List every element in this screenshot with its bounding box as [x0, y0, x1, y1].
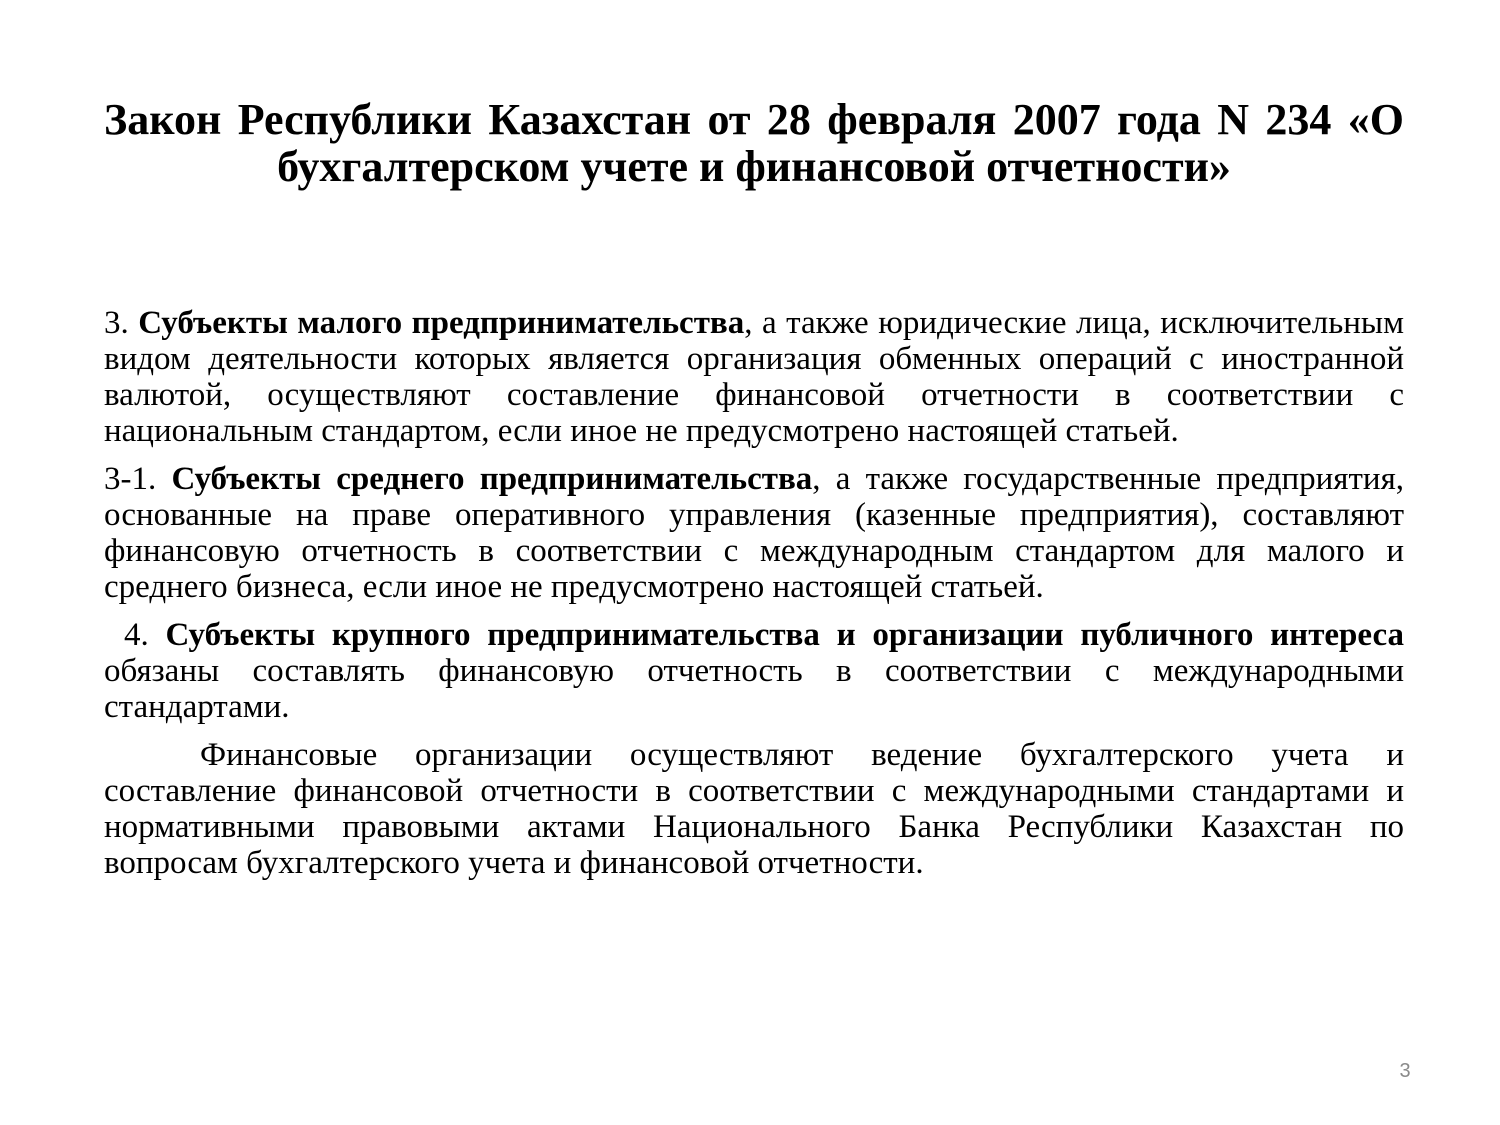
- paragraph-medium-business: [104, 461, 1404, 605]
- paragraph-large-business: [104, 617, 1404, 725]
- paragraph-financial-organizations: [104, 737, 1404, 881]
- paragraph-bold-subject: Субъекты среднего предпринимательства: [171, 461, 813, 497]
- slide-body: [104, 305, 1404, 893]
- paragraph-small-business: [104, 305, 1404, 449]
- paragraph-bold-subject: Субъекты крупного предпринимательства и организации публичного интереса: [165, 617, 1405, 653]
- slide-title: Закон Республики Казахстан от 28 февраля 2007 года N 234 «О бухгалтерском учете и финансовой отчетности»: [104, 95, 1404, 191]
- paragraph-text: , а также государственные предприятия, основанные на праве оперативного управления (казенные предприятия), составляют финансовую отчетность в соответствии с международным стандартом для малого и среднего бизнеса, если иное не предусмотрено настоящей статьей.: [104, 461, 1404, 605]
- paragraph-text: обязаны составлять финансовую отчетность в соответствии с международными стандартами.: [104, 653, 1404, 725]
- paragraph-text: Финансовые организации осуществляют ведение бухгалтерского учета и составление финансовой отчетности в соответствии с международными стандартами и нормативными правовыми актами Национального Банка Республики Казахстан по вопросам бухгалтерского учета и финансовой отчетности.: [104, 737, 1404, 881]
- paragraph-bold-subject: Субъекты малого предпринимательства: [138, 305, 745, 341]
- paragraph-number: 4.: [124, 617, 166, 653]
- page-number: 3: [1399, 1060, 1411, 1082]
- paragraph-text: , а также юридические лица, исключительным видом деятельности которых является организация обменных операций с иностранной валютой, осуществляют составление финансовой отчетности в соответствии с национальным стандартом, если иное не предусмотрено настоящей статьей.: [104, 305, 1404, 449]
- paragraph-number: 3.: [104, 305, 139, 341]
- paragraph-number: 3-1.: [104, 461, 172, 497]
